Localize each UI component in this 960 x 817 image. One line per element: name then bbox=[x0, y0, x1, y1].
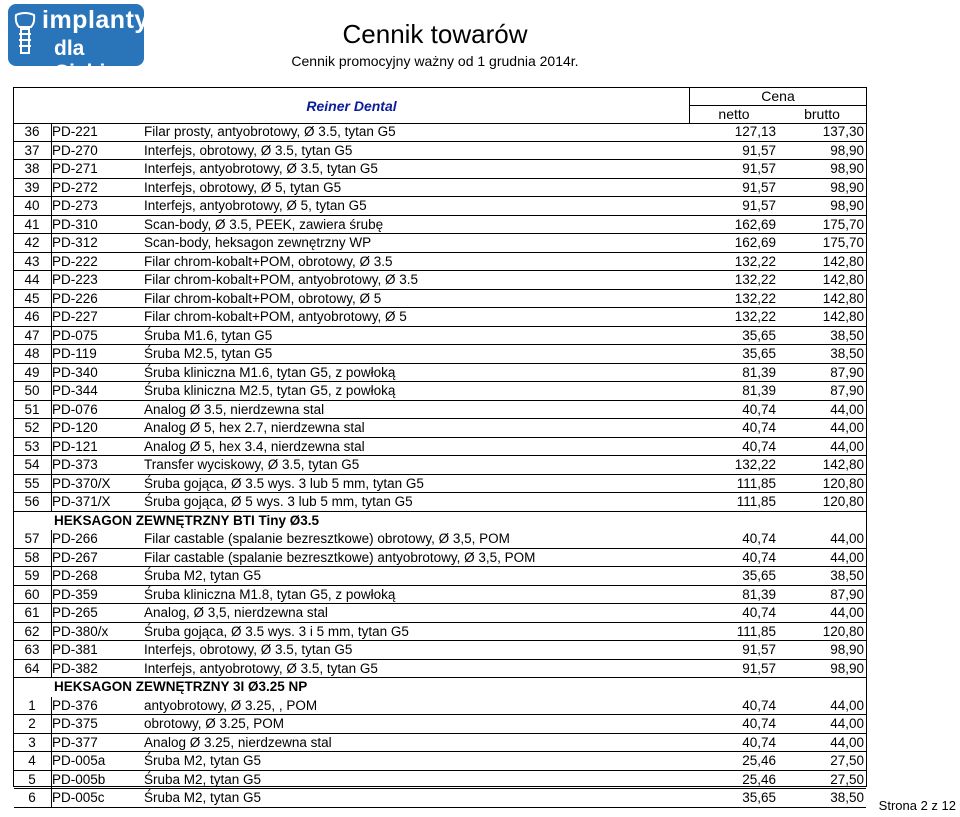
net-price: 81,39 bbox=[742, 586, 776, 602]
table-row bbox=[14, 530, 866, 549]
product-code: PD-005c bbox=[52, 790, 105, 805]
product-code: PD-381 bbox=[52, 642, 98, 657]
gross-price: 38,50 bbox=[830, 790, 864, 805]
gross-price: 87,90 bbox=[830, 364, 864, 380]
gross-price: 44,00 bbox=[830, 734, 864, 750]
product-code: PD-312 bbox=[52, 235, 98, 250]
product-code: PD-340 bbox=[52, 364, 98, 380]
gross-price: 98,90 bbox=[830, 642, 864, 657]
gross-price: 44,00 bbox=[830, 438, 864, 454]
product-code: PD-376 bbox=[52, 697, 98, 713]
row-number: 55 bbox=[24, 475, 40, 491]
gross-price: 142,80 bbox=[822, 457, 864, 472]
page-number: Strona 2 z 12 bbox=[878, 798, 956, 813]
product-description: Filar castable (spalanie bezresztkowe) antyobrotowy, Ø 3,5, POM bbox=[144, 549, 536, 565]
table-row bbox=[14, 142, 866, 161]
product-description: Śruba M2, tytan G5 bbox=[144, 568, 262, 583]
product-code: PD-076 bbox=[52, 401, 98, 417]
row-number: 56 bbox=[24, 494, 40, 509]
product-description: Śruba M2.5, tytan G5 bbox=[144, 346, 273, 361]
table-row bbox=[14, 623, 866, 642]
product-description: Śruba kliniczna M2.5, tytan G5, z powłoką bbox=[144, 383, 396, 398]
product-description: Analog Ø 3.5, nierdzewna stal bbox=[144, 401, 325, 417]
product-code: PD-375 bbox=[52, 716, 98, 731]
row-number: 39 bbox=[24, 179, 40, 195]
gross-price: 98,90 bbox=[830, 198, 864, 213]
gross-price: 87,90 bbox=[830, 383, 864, 398]
table-row bbox=[14, 456, 866, 475]
product-code: PD-382 bbox=[52, 660, 98, 676]
product-code: PD-005b bbox=[52, 771, 106, 787]
row-number: 45 bbox=[24, 290, 40, 306]
row-number: 52 bbox=[24, 420, 40, 435]
product-code: PD-310 bbox=[52, 216, 98, 232]
table-row bbox=[14, 382, 866, 401]
gross-price: 44,00 bbox=[830, 401, 864, 417]
gross-price: 98,90 bbox=[830, 179, 864, 195]
net-price: 91,57 bbox=[742, 179, 776, 195]
product-code: PD-227 bbox=[52, 309, 98, 324]
product-description: Filar prosty, antyobrotowy, Ø 3.5, tytan G5 bbox=[144, 124, 396, 139]
net-price: 162,69 bbox=[734, 235, 776, 250]
product-code: PD-005a bbox=[52, 753, 106, 768]
net-price: 81,39 bbox=[742, 364, 776, 380]
gross-price: 98,90 bbox=[830, 660, 864, 676]
section-header-row bbox=[14, 512, 866, 531]
row-number: 3 bbox=[28, 734, 36, 750]
row-number: 37 bbox=[24, 142, 40, 158]
product-description: Śruba gojąca, Ø 3.5 wys. 3 lub 5 mm, tytan G5 bbox=[144, 475, 424, 491]
row-number: 48 bbox=[24, 346, 40, 361]
row-number: 2 bbox=[28, 716, 36, 731]
table-row bbox=[14, 475, 866, 494]
net-price: 127,13 bbox=[734, 124, 776, 139]
product-description: Śruba M2, tytan G5 bbox=[144, 771, 262, 787]
product-code: PD-121 bbox=[52, 438, 98, 454]
net-price: 40,74 bbox=[742, 697, 776, 713]
product-code: PD-370/X bbox=[52, 475, 111, 491]
table-row bbox=[14, 567, 866, 586]
table-row bbox=[14, 364, 866, 383]
product-code: PD-359 bbox=[52, 586, 98, 602]
product-code: PD-222 bbox=[52, 253, 98, 269]
table-row bbox=[14, 771, 866, 790]
section-header-row bbox=[14, 678, 866, 697]
product-code: PD-268 bbox=[52, 568, 98, 583]
net-header: netto bbox=[718, 106, 750, 122]
net-price: 40,74 bbox=[742, 734, 776, 750]
table-row bbox=[14, 216, 866, 235]
net-price: 35,65 bbox=[742, 790, 776, 805]
product-code: PD-380/x bbox=[52, 623, 109, 639]
row-number: 6 bbox=[28, 790, 36, 805]
product-code: PD-270 bbox=[52, 142, 98, 158]
product-description: Śruba M2, tytan G5 bbox=[144, 753, 262, 768]
net-price: 40,74 bbox=[742, 420, 776, 435]
net-price: 132,22 bbox=[734, 290, 776, 306]
row-number: 59 bbox=[24, 568, 40, 583]
page-title: Cennik towarów bbox=[342, 19, 528, 49]
row-number: 47 bbox=[24, 327, 40, 343]
net-price: 25,46 bbox=[742, 771, 776, 787]
gross-price: 120,80 bbox=[822, 623, 864, 639]
product-code: PD-271 bbox=[52, 161, 98, 176]
price-table bbox=[13, 87, 867, 805]
gross-price: 142,80 bbox=[822, 272, 864, 287]
table-row bbox=[14, 327, 866, 346]
product-description: Śruba gojąca, Ø 5 wys. 3 lub 5 mm, tytan G5 bbox=[144, 494, 413, 509]
product-code: PD-221 bbox=[52, 124, 98, 139]
row-number: 57 bbox=[24, 531, 40, 546]
section-title: HEKSAGON ZEWNĘTRZNY 3I Ø3.25 NP bbox=[54, 679, 308, 694]
table-row bbox=[14, 179, 866, 198]
page-subtitle: Cennik promocyjny ważny od 1 grudnia 2014r. bbox=[291, 53, 579, 69]
gross-price: 44,00 bbox=[830, 420, 864, 435]
net-price: 111,85 bbox=[736, 623, 776, 639]
net-price: 132,22 bbox=[734, 253, 776, 269]
row-number: 54 bbox=[24, 457, 40, 472]
product-description: Interfejs, obrotowy, Ø 3.5, tytan G5 bbox=[144, 142, 353, 158]
gross-price: 27,50 bbox=[830, 753, 864, 768]
gross-price: 142,80 bbox=[822, 290, 864, 306]
gross-price: 38,50 bbox=[830, 346, 864, 361]
row-number: 62 bbox=[24, 623, 40, 639]
table-row bbox=[14, 586, 866, 605]
section-title: HEKSAGON ZEWNĘTRZNY BTI Tiny Ø3.5 bbox=[54, 512, 320, 528]
table-row bbox=[14, 641, 866, 660]
table-row bbox=[14, 253, 866, 272]
net-price: 40,74 bbox=[742, 549, 776, 565]
row-number: 51 bbox=[24, 401, 40, 417]
product-description: Analog Ø 5, hex 3.4, nierdzewna stal bbox=[144, 438, 365, 454]
gross-price: 44,00 bbox=[830, 549, 864, 565]
row-number: 36 bbox=[24, 124, 40, 139]
product-code: PD-373 bbox=[52, 457, 98, 472]
table-row bbox=[14, 271, 866, 290]
product-code: PD-272 bbox=[52, 179, 98, 195]
gross-price: 142,80 bbox=[822, 253, 864, 269]
net-price: 132,22 bbox=[734, 309, 776, 324]
gross-price: 87,90 bbox=[830, 586, 864, 602]
gross-price: 175,70 bbox=[822, 235, 864, 250]
row-number: 5 bbox=[28, 771, 36, 787]
product-code: PD-265 bbox=[52, 605, 98, 620]
row-number: 40 bbox=[24, 198, 40, 213]
product-description: Śruba gojąca, Ø 3.5 wys. 3 i 5 mm, tytan G5 bbox=[144, 623, 409, 639]
row-number: 4 bbox=[28, 753, 36, 768]
product-description: Analog Ø 3.25, nierdzewna stal bbox=[144, 734, 332, 750]
gross-price: 142,80 bbox=[822, 309, 864, 324]
product-code: PD-075 bbox=[52, 327, 98, 343]
product-description: Śruba M1.6, tytan G5 bbox=[144, 327, 273, 343]
gross-price: 120,80 bbox=[822, 475, 864, 491]
gross-price: 44,00 bbox=[830, 716, 864, 731]
net-price: 91,57 bbox=[742, 642, 776, 657]
row-number: 42 bbox=[24, 235, 40, 250]
product-code: PD-223 bbox=[52, 272, 98, 287]
gross-price: 175,70 bbox=[822, 216, 864, 232]
table-row bbox=[14, 123, 866, 142]
table-row bbox=[14, 160, 866, 179]
product-description: antyobrotowy, Ø 3.25, , POM bbox=[144, 697, 318, 713]
table-row bbox=[14, 697, 866, 716]
table-row bbox=[14, 715, 866, 734]
table-row bbox=[14, 549, 866, 568]
product-description: Filar castable (spalanie bezresztkowe) obrotowy, Ø 3,5, POM bbox=[144, 531, 510, 546]
gross-price: 98,90 bbox=[830, 142, 864, 158]
row-number: 63 bbox=[24, 642, 40, 657]
table-body bbox=[14, 123, 866, 808]
gross-price: 27,50 bbox=[830, 771, 864, 787]
net-price: 91,57 bbox=[742, 660, 776, 676]
table-row bbox=[14, 604, 866, 623]
product-description: Śruba kliniczna M1.8, tytan G5, z powłoką bbox=[144, 586, 396, 602]
product-description: Śruba M2, tytan G5 bbox=[144, 790, 262, 805]
gross-header: brutto bbox=[804, 106, 840, 122]
row-number: 41 bbox=[24, 216, 40, 232]
net-price: 40,74 bbox=[742, 438, 776, 454]
gross-price: 38,50 bbox=[830, 568, 864, 583]
row-number: 60 bbox=[24, 586, 40, 602]
net-price: 81,39 bbox=[742, 383, 776, 398]
gross-price: 98,90 bbox=[830, 161, 864, 176]
row-number: 61 bbox=[24, 605, 40, 620]
table-row bbox=[14, 197, 866, 216]
gross-price: 38,50 bbox=[830, 327, 864, 343]
table-header bbox=[14, 88, 866, 124]
vendor-header: Reiner Dental bbox=[14, 88, 690, 123]
logo-text-line1: implanty bbox=[42, 6, 149, 34]
table-row bbox=[14, 345, 866, 364]
product-description: Interfejs, antyobrotowy, Ø 3.5, tytan G5 bbox=[144, 660, 378, 676]
row-number: 64 bbox=[24, 660, 40, 676]
product-description: obrotowy, Ø 3.25, POM bbox=[144, 716, 285, 731]
net-price: 132,22 bbox=[734, 272, 776, 287]
net-price: 132,22 bbox=[734, 457, 776, 472]
table-row bbox=[14, 734, 866, 753]
table-row bbox=[14, 290, 866, 309]
product-description: Śruba kliniczna M1.6, tytan G5, z powłoką bbox=[144, 364, 396, 380]
product-description: Filar chrom-kobalt+POM, antyobrotowy, Ø 3.5 bbox=[144, 272, 418, 287]
net-price: 35,65 bbox=[742, 346, 776, 361]
gross-price: 44,00 bbox=[830, 531, 864, 546]
table-row bbox=[14, 660, 866, 679]
net-price: 35,65 bbox=[742, 568, 776, 583]
gross-price: 44,00 bbox=[830, 697, 864, 713]
net-price: 40,74 bbox=[742, 531, 776, 546]
product-code: PD-120 bbox=[52, 420, 98, 435]
product-description: Analog Ø 5, hex 2.7, nierdzewna stal bbox=[144, 420, 365, 435]
product-description: Filar chrom-kobalt+POM, obrotowy, Ø 5 bbox=[144, 290, 382, 306]
product-description: Interfejs, antyobrotowy, Ø 5, tytan G5 bbox=[144, 198, 367, 213]
table-row bbox=[14, 752, 866, 771]
net-price: 35,65 bbox=[742, 327, 776, 343]
product-code: PD-226 bbox=[52, 290, 98, 306]
table-row bbox=[14, 493, 866, 512]
table-row bbox=[14, 308, 866, 327]
product-description: Scan-body, Ø 3.5, PEEK, zawiera śrubę bbox=[144, 216, 384, 232]
product-description: Transfer wyciskowy, Ø 3.5, tytan G5 bbox=[144, 457, 360, 472]
product-description: Analog, Ø 3,5, nierdzewna stal bbox=[144, 605, 328, 620]
product-description: Interfejs, antyobrotowy, Ø 3.5, tytan G5 bbox=[144, 161, 378, 176]
row-number: 1 bbox=[28, 697, 36, 713]
row-number: 49 bbox=[24, 364, 40, 380]
net-price: 91,57 bbox=[742, 142, 776, 158]
net-price: 40,74 bbox=[742, 401, 776, 417]
product-description: Scan-body, heksagon zewnętrzny WP bbox=[144, 235, 372, 250]
product-code: PD-266 bbox=[52, 531, 98, 546]
net-price: 40,74 bbox=[742, 605, 776, 620]
product-code: PD-344 bbox=[52, 383, 98, 398]
product-description: Filar chrom-kobalt+POM, antyobrotowy, Ø 5 bbox=[144, 309, 407, 324]
row-number: 43 bbox=[24, 253, 40, 269]
product-description: Interfejs, obrotowy, Ø 5, tytan G5 bbox=[144, 179, 342, 195]
product-code: PD-119 bbox=[52, 346, 97, 361]
row-number: 53 bbox=[24, 438, 40, 454]
net-price: 111,85 bbox=[736, 494, 776, 509]
product-code: PD-267 bbox=[52, 549, 98, 565]
logo-text-line2: dla Ciebie bbox=[54, 37, 118, 84]
table-row bbox=[14, 419, 866, 438]
net-price: 91,57 bbox=[742, 161, 776, 176]
net-price: 162,69 bbox=[734, 216, 776, 232]
product-description: Filar chrom-kobalt+POM, obrotowy, Ø 3.5 bbox=[144, 253, 393, 269]
row-number: 38 bbox=[24, 161, 40, 176]
table-row bbox=[14, 438, 866, 457]
table-row bbox=[14, 401, 866, 420]
product-code: PD-377 bbox=[52, 734, 98, 750]
net-price: 91,57 bbox=[742, 198, 776, 213]
net-price: 25,46 bbox=[742, 753, 776, 768]
gross-price: 44,00 bbox=[830, 605, 864, 620]
table-row bbox=[14, 234, 866, 253]
row-number: 50 bbox=[24, 383, 40, 398]
gross-price: 120,80 bbox=[822, 494, 864, 509]
row-number: 46 bbox=[24, 309, 40, 324]
price-header: Cena bbox=[690, 88, 866, 106]
net-price: 111,85 bbox=[736, 475, 776, 491]
row-number: 58 bbox=[24, 549, 40, 565]
product-code: PD-371/X bbox=[52, 494, 111, 509]
row-number: 44 bbox=[24, 272, 40, 287]
gross-price: 137,30 bbox=[822, 124, 864, 139]
table-row bbox=[14, 789, 866, 808]
product-code: PD-273 bbox=[52, 198, 98, 213]
product-description: Interfejs, obrotowy, Ø 3.5, tytan G5 bbox=[144, 642, 353, 657]
net-price: 40,74 bbox=[742, 716, 776, 731]
